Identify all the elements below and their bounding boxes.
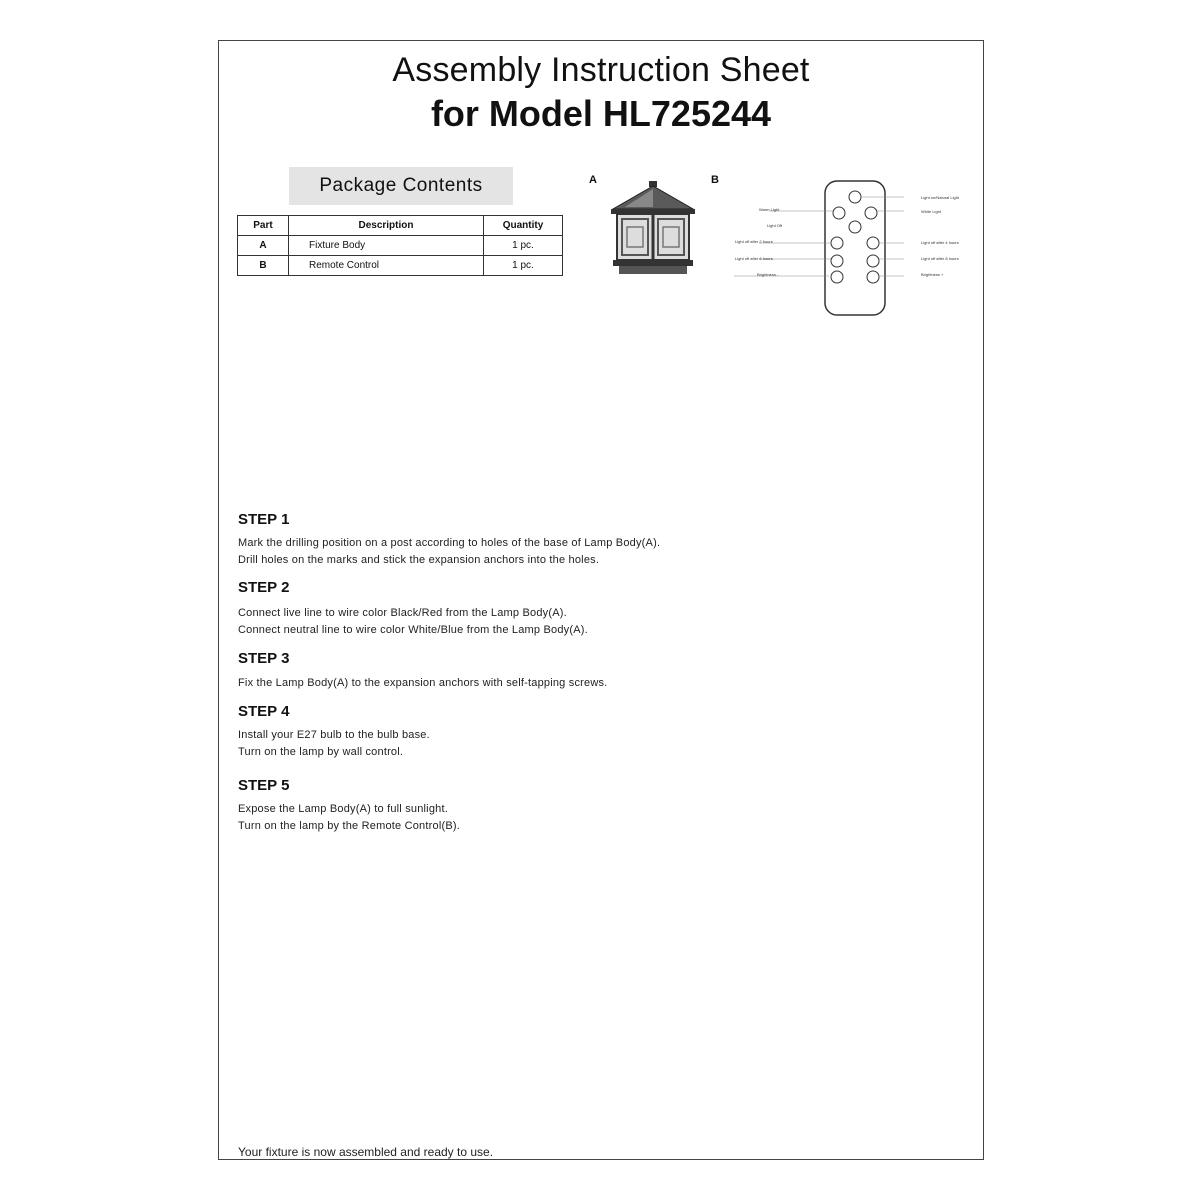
- header-part: Part: [238, 216, 289, 236]
- step-4-line-1: Install your E27 bulb to the bulb base.: [238, 729, 430, 741]
- row-part: B: [238, 256, 289, 276]
- header-quantity: Quantity: [484, 216, 563, 236]
- step-4-heading: STEP 4: [238, 703, 290, 720]
- step-2-heading: STEP 2: [238, 579, 290, 596]
- table-row: [238, 236, 563, 256]
- instruction-sheet: [218, 40, 984, 1160]
- row-quantity: 1 pc.: [484, 256, 563, 276]
- remote-label-left-2: Light Off: [767, 223, 783, 228]
- figure-label-a: A: [589, 174, 597, 186]
- step-1-line-1: Mark the drilling position on a post according to holes of the base of Lamp Body(A).: [238, 537, 661, 549]
- remote-label-right-1: White Light: [921, 209, 942, 214]
- table-header-row: [238, 216, 563, 236]
- remote-label-right-4: Light off after 8 hours: [921, 256, 959, 261]
- header-description: Description: [289, 216, 484, 236]
- footer-note: Your fixture is now assembled and ready to use.: [238, 1145, 494, 1159]
- package-contents-table: [237, 215, 563, 276]
- fixture-body-illustration: [605, 181, 701, 277]
- row-description: Fixture Body: [289, 236, 484, 256]
- remote-label-right-5: Brightness +: [921, 272, 944, 277]
- figure-label-b: B: [711, 174, 719, 186]
- step-1-heading: STEP 1: [238, 511, 290, 528]
- step-2-line-2: Connect neutral line to wire color White/Blue from the Lamp Body(A).: [238, 624, 588, 636]
- step-4-line-2: Turn on the lamp by wall control.: [238, 746, 404, 758]
- step-3-line-1: Fix the Lamp Body(A) to the expansion anchors with self-tapping screws.: [238, 677, 608, 689]
- step-5-line-2: Turn on the lamp by the Remote Control(B).: [238, 820, 460, 832]
- sheet-title: Assembly Instruction Sheet: [392, 51, 810, 89]
- step-1-line-2: Drill holes on the marks and stick the expansion anchors into the holes.: [238, 554, 600, 566]
- row-quantity: 1 pc.: [484, 236, 563, 256]
- row-part: A: [238, 236, 289, 256]
- step-5-heading: STEP 5: [238, 777, 290, 794]
- remote-label-top-right: Light on/Natural Light: [921, 195, 960, 200]
- package-contents-label: Package Contents: [289, 167, 513, 205]
- remote-label-left-3: Light off after 2 hours: [735, 239, 773, 244]
- remote-label-left-5: Brightness -: [757, 272, 779, 277]
- model-title: for Model HL725244: [430, 93, 772, 134]
- remote-label-left-4: Light off after 6 hours: [735, 256, 773, 261]
- row-description: Remote Control: [289, 256, 484, 276]
- table-row: [238, 256, 563, 276]
- remote-control-illustration: [729, 179, 909, 319]
- remote-label-right-3: Light off after 4 hours: [921, 240, 959, 245]
- step-5-line-1: Expose the Lamp Body(A) to full sunlight.: [238, 803, 448, 815]
- step-3-heading: STEP 3: [238, 650, 290, 667]
- remote-label-left-1: Warm Light: [759, 207, 780, 212]
- step-2-line-1: Connect live line to wire color Black/Red from the Lamp Body(A).: [238, 607, 567, 619]
